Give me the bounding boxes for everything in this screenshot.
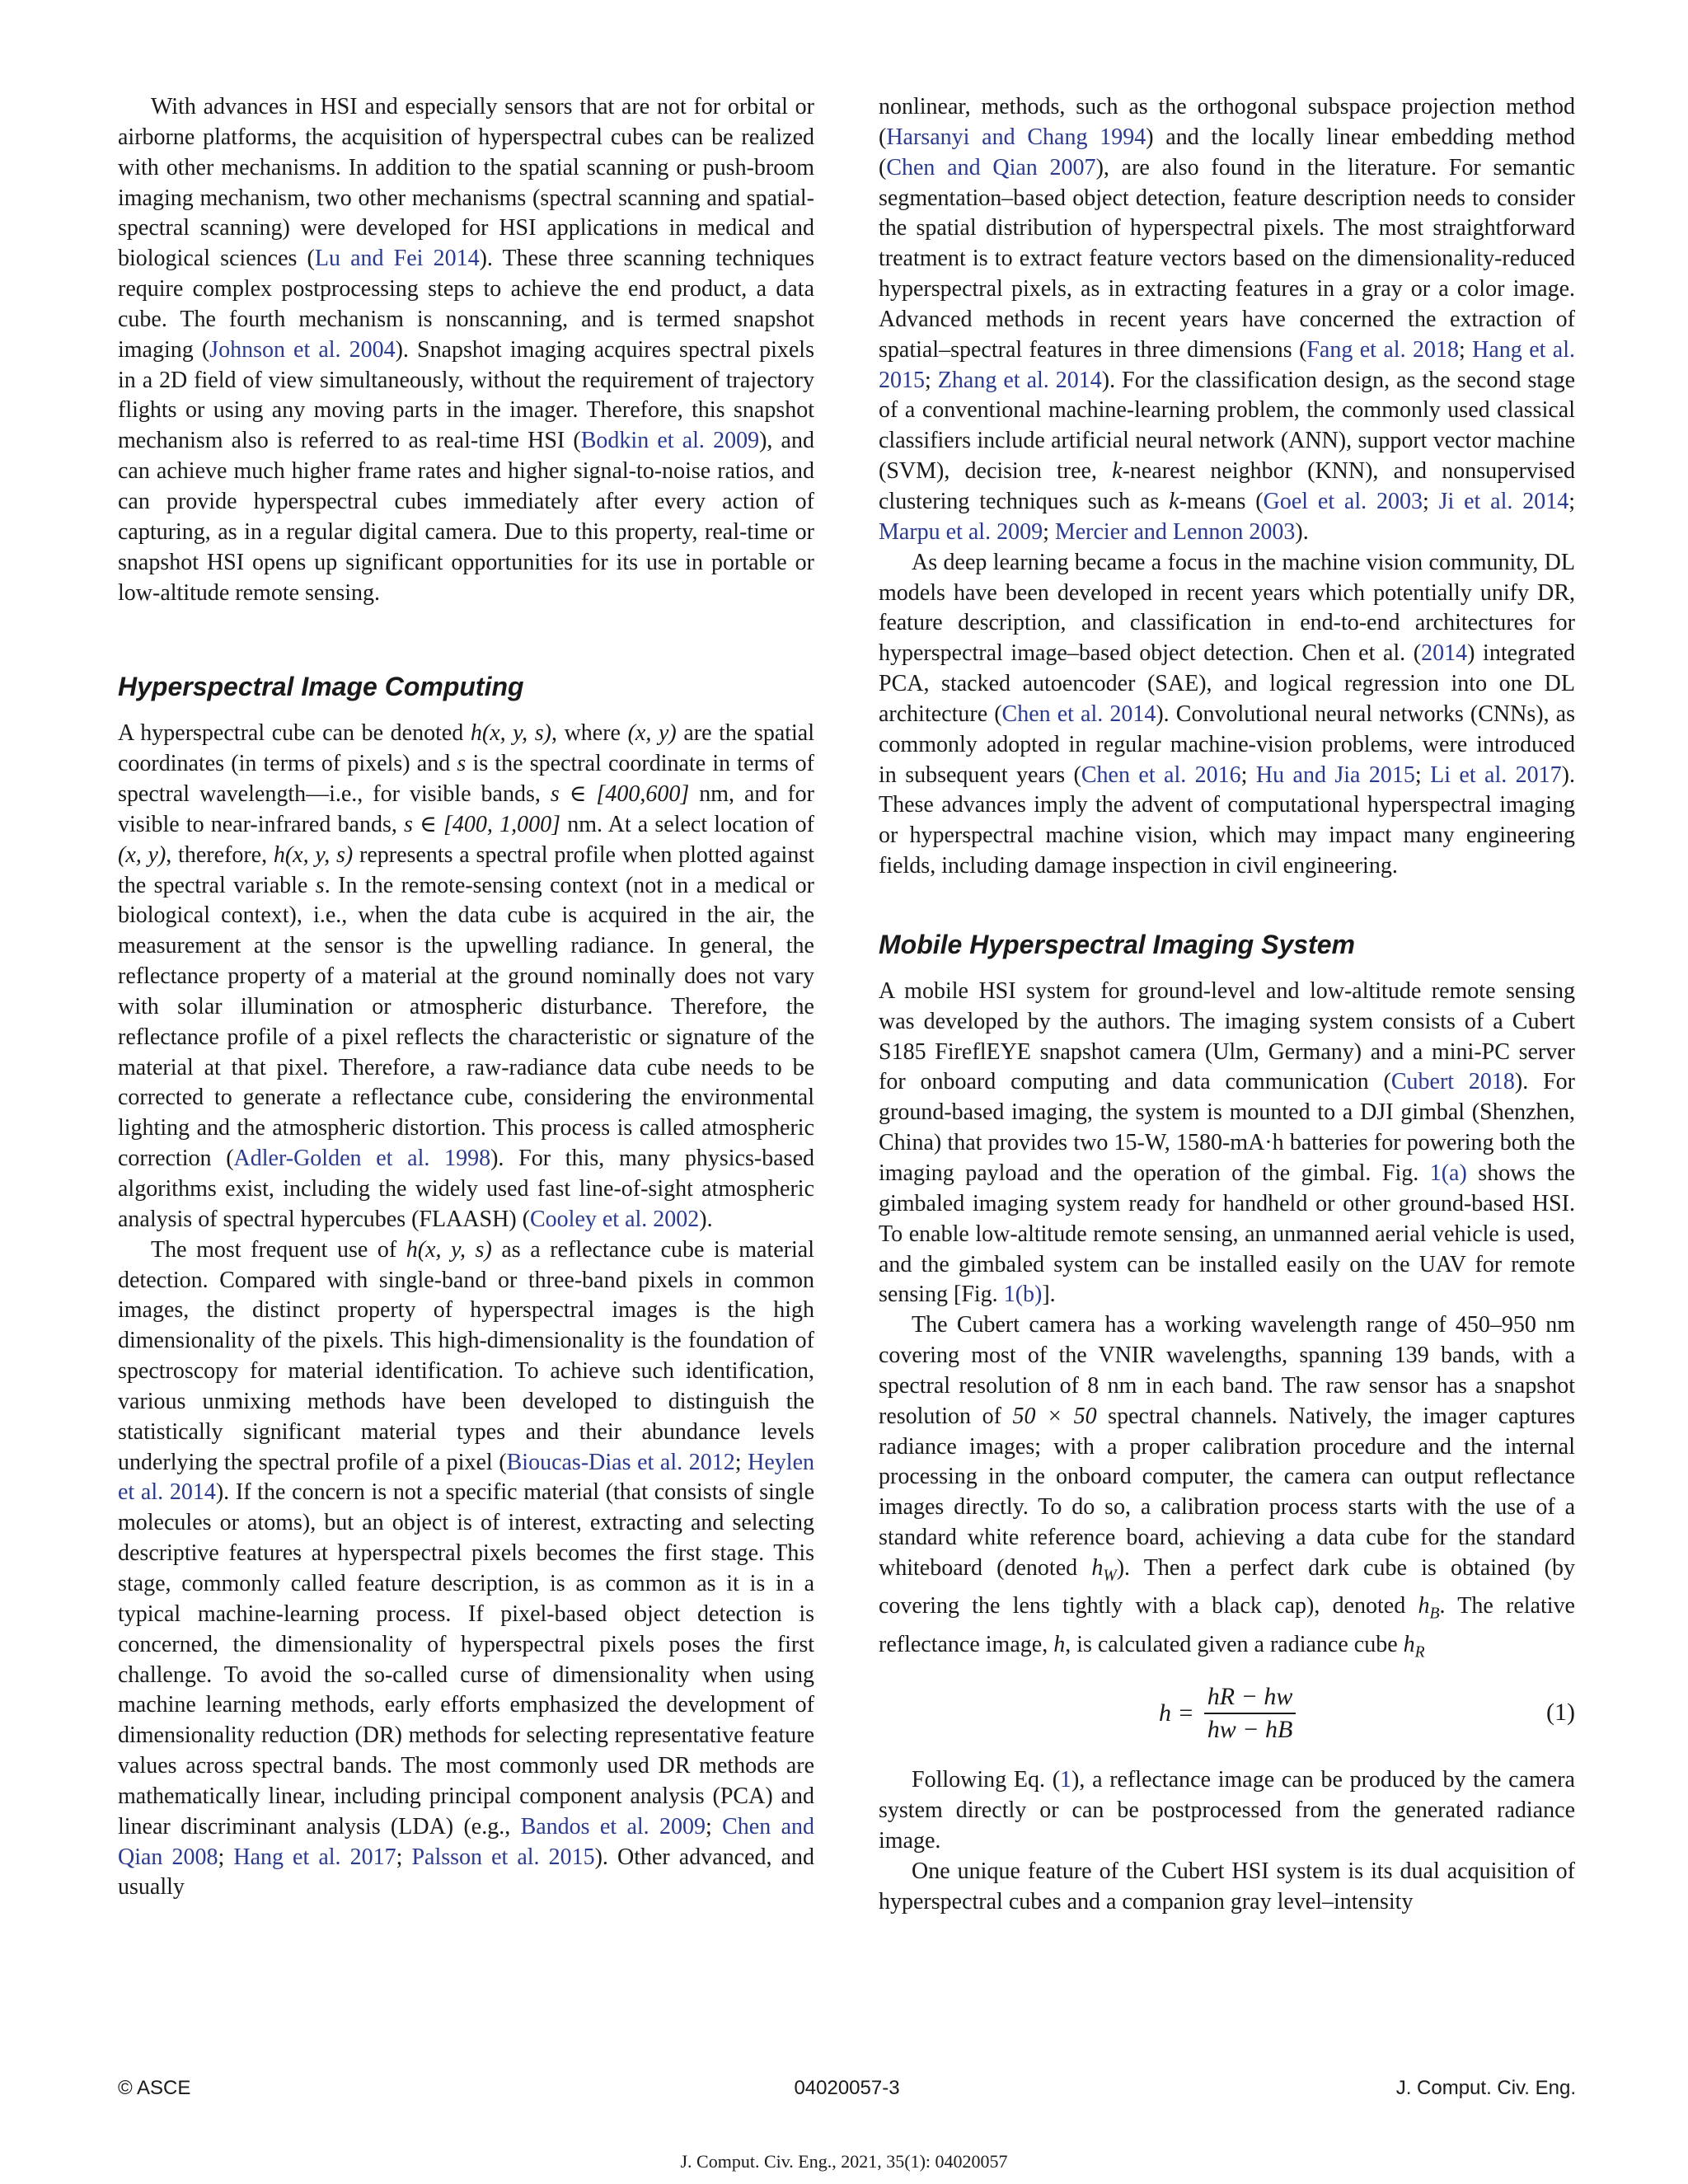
equation-link[interactable]: 1 <box>1060 1767 1072 1793</box>
paragraph: A hyperspectral cube can be denoted h(x, y, s), where (x, y) are the spatial coordinates (in terms of pixels) and s is the spectral coordinate in terms of spectral wavelength—i.e., for visible bands, s ∈ [400,600] nm, and for visible to near-infrared bands, s ∈ [400, 1,000] nm. At a select location of (x, y), therefore, h(x, y, s) represents a spectral profile when plotted against the spectral variable s. In the remote-sensing context (not in a medical or biological context), i.e., when the data cube is acquired in the air, the measurement at the sensor is the upwelling radiance. In general, the reflectance property of a material at the ground nominally does not vary with solar illumination or atmospheric disturbance. Therefore, the reflectance profile of a pixel reflects the characteristic or signature of the material at that pixel. Therefore, a raw-radiance data cube needs to be corrected to generate a reflectance cube, considering the environmental lighting and the atmospheric distortion. This process is called atmospheric correction (Adler-Golden et al. 1998). For this, many physics-based algorithms exist, including the widely used fast line-of-sight atmospheric analysis of spectral hypercubes (FLAASH) (Cooley et al. 2002). <box>118 720 815 1232</box>
citation-link[interactable]: Cooley et al. 2002 <box>529 1206 700 1232</box>
citation-link[interactable]: Hang et al. 2015 <box>879 336 1576 393</box>
equation-number: (1) <box>1546 1699 1575 1727</box>
footer-copyright: © ASCE <box>118 2077 191 2099</box>
citation-link[interactable]: Marpu et al. 2009 <box>879 518 1043 545</box>
section-heading: Mobile Hyperspectral Imaging System <box>879 929 1355 959</box>
equation-denominator: hw − hB <box>1207 1716 1293 1744</box>
footer-page-number: 04020057-3 <box>794 2077 900 2099</box>
citation-link[interactable]: Hang et al. 2017 <box>233 1844 396 1870</box>
citation-link[interactable]: Lu and Fei 2014 <box>314 246 480 272</box>
citation-link[interactable]: Hu and Jia 2015 <box>1255 762 1415 788</box>
paragraph: nonlinear, methods, such as the orthogonal subspace projection method (Harsanyi and Chang 1994) and the locally linear embedding method (Chen and Qian 2007), are also found in the literature. For semantic segmentation–based object detection, feature description needs to consider the spatial distribution of hyperspectral pixels. The most straightforward treatment is to extract feature vectors based on the dimensionality-reduced hyperspectral pixels, as in extracting features in a gray or a color image. Advanced methods in recent years have concerned the extraction of spatial–spectral features in three dimensions (Fang et al. 2018; Hang et al. 2015; Zhang et al. 2014). For the classification design, as the second stage of a conventional machine-learning problem, the commonly used classical classifiers include artificial neural network (ANN), support vector machine (SVM), decision tree, k-nearest neighbor (KNN), and nonsupervised clustering techniques such as k-means (Goel et al. 2003; Ji et al. 2014; Marpu et al. 2009; Mercier and Lennon 2003). <box>879 94 1576 545</box>
figure-link[interactable]: 1(b) <box>1003 1282 1043 1308</box>
paragraph: The most frequent use of h(x, y, s) as a reflectance cube is material detection. Compared with single-band or three-band pixels in common images, the distinct property of hyperspectral images is the high dimensionality of the pixels. This high-dimensionality is the foundation of spectroscopy for material identification. To achieve such identification, various unmixing methods have been developed to distinguish the statistically significant material types and their abundance levels underlying the spectral profile of a pixel (Bioucas-Dias et al. 2012; Heylen et al. 2014). If the concern is not a specific material (that consists of single molecules or atoms), but an object is of interest, extracting and selecting descriptive features at hyperspectral pixels becomes the first stage. This stage, commonly called feature description, is as common as it is in a typical machine-learning process. If pixel-based object detection is concerned, the dimensionality of hyperspectral pixels poses the first challenge. To avoid the so-called curse of dimensionality when using machine learning methods, early efforts emphasized the development of dimensionality reduction (DR) methods for selecting representative feature values across spectral bands. The most commonly used DR methods are mathematically linear, including principal component analysis (PCA) and linear discriminant analysis (LDA) (e.g., Bandos et al. 2009; Chen and Qian 2008; Hang et al. 2017; Palsson et al. 2015). Other advanced, and usually <box>118 1236 815 1900</box>
paragraph: As deep learning became a focus in the machine vision community, DL models have been developed in recent years which potentially unify DR, feature description, and classification in end-to-end architectures for hyperspectral image–based object detection. Chen et al. (2014) integrated PCA, stacked autoencoder (SAE), and logical regression into one DL architecture (Chen et al. 2014). Convolutional neural networks (CNNs), as commonly adopted in regular machine-vision problems, were introduced in subsequent years (Chen et al. 2016; Hu and Jia 2015; Li et al. 2017). These advances imply the advent of computational hyperspectral imaging or hyperspectral machine vision, which may impact many engineering fields, including damage inspection in civil engineering. <box>879 549 1575 879</box>
citation-link[interactable]: Mercier and Lennon 2003 <box>1054 518 1296 545</box>
section-heading: Hyperspectral Image Computing <box>118 672 524 702</box>
citation-link[interactable]: Bioucas-Dias et al. 2012 <box>506 1449 735 1475</box>
citation-link[interactable]: Adler-Golden et al. 1998 <box>233 1146 491 1172</box>
paragraph: A mobile HSI system for ground-level and low-altitude remote sensing was developed by the authors. The imaging system consists of a Cubert S185 FireflEYE snapshot camera (Ulm, Germany) and a mini-PC server for onboard computing and data communication (Cubert 2018). For ground-based imaging, the system is mounted to a DJI gimbal (Shenzhen, China) that provides two 15-W, 1580-mA·h batteries for powering both the imaging payload and the operation of the gimbal. Fig. 1(a) shows the gimbaled imaging system ready for handheld or other ground-based HSI. To enable low-altitude remote sensing, an unmanned aerial vehicle is used, and the gimbaled system can be installed easily on the UAV for remote sensing [Fig. 1(b)]. <box>879 977 1575 1308</box>
equation-fraction <box>1204 1681 1296 1746</box>
citation-link[interactable]: Chen and Qian 2007 <box>886 154 1096 180</box>
citation-link[interactable]: Chen and Qian 2008 <box>118 1813 814 1870</box>
citation-link[interactable]: 2014 <box>1421 640 1468 667</box>
paragraph: The Cubert camera has a working wavelength range of 450–950 nm covering most of the VNIR wavelengths, spanning 139 bands, with a spectral resolution of 8 nm in each band. The raw sensor has a snapshot resolution of 50 × 50 spectral channels. Natively, the imager captures radiance images; with a proper calibration procedure and the internal processing in the onboard computer, the camera can output reflectance images directly. To do so, a calibration process starts with the use of a standard white reference board, achieving a data cube for the standard whiteboard (denoted $h_W$). Then a perfect dark cube is obtained (by covering the lens tightly with a black cap), denoted $h_B$. The relative reflectance image, h, is calculated given a radiance cube $h_R$ <box>879 1312 1576 1661</box>
citation-link[interactable]: Fang et al. 2018 <box>1306 336 1459 363</box>
left-column <box>118 92 814 1903</box>
citation-link[interactable]: Cubert 2018 <box>1390 1069 1515 1095</box>
paragraph: Following Eq. (1), a reflectance image can be produced by the camera system directly or can be postprocessed from the generated radiance image. <box>879 1767 1575 1854</box>
citation-link[interactable]: Bandos et al. 2009 <box>520 1813 706 1840</box>
equation-lhs: h = <box>1159 1699 1194 1727</box>
citation-link[interactable]: Bodkin et al. 2009 <box>580 428 760 454</box>
equation-numerator: hR − hw <box>1207 1683 1293 1711</box>
citation-link[interactable]: Li et al. 2017 <box>1430 762 1562 788</box>
citation-link[interactable]: Goel et al. 2003 <box>1263 488 1423 514</box>
journal-citation: J. Comput. Civ. Eng., 2021, 35(1): 04020057 <box>680 2151 1008 2172</box>
citation-link[interactable]: Harsanyi and Chang 1994 <box>886 124 1146 150</box>
citation-link[interactable]: Chen et al. 2014 <box>1001 701 1156 727</box>
citation-link[interactable]: Ji et al. 2014 <box>1438 488 1569 514</box>
paragraph: With advances in HSI and especially sensors that are not for orbital or airborne platforms, the acquisition of hyperspectral cubes can be realized with other mechanisms. In addition to the spatial scanning or push-broom imaging mechanism, two other mechanisms (spectral scanning and spatial-spectral scanning) were developed for HSI applications in medical and biological sciences (Lu and Fei 2014). These three scanning techniques require complex postprocessing steps to achieve the end product, a data cube. The fourth mechanism is nonscanning, and is termed snapshot imaging (Johnson et al. 2004). Snapshot imaging acquires spectral pixels in a 2D field of view simultaneously, without the requirement of trajectory flights or using any moving parts in the imager. Therefore, this snapshot mechanism also is referred to as real-time HSI (Bodkin et al. 2009), and can achieve much higher frame rates and higher signal-to-noise ratios, and can provide hyperspectral cubes immediately after every action of capturing, as in a regular digital camera. Due to this property, real-time or snapshot HSI opens up significant opportunities for its use in portable or low-altitude remote sensing. <box>118 94 815 606</box>
figure-link[interactable]: 1(a) <box>1429 1160 1467 1186</box>
footer-journal: J. Comput. Civ. Eng. <box>1395 2077 1576 2099</box>
paragraph: One unique feature of the Cubert HSI system is its dual acquisition of hyperspectral cubes and a companion gray level–intensity <box>879 1858 1575 1915</box>
citation-link[interactable]: Heylen et al. 2014 <box>118 1449 814 1506</box>
right-column <box>879 92 1575 1918</box>
citation-link[interactable]: Johnson et al. 2004 <box>209 336 396 363</box>
citation-link[interactable]: Palsson et al. 2015 <box>411 1844 595 1870</box>
citation-link[interactable]: Zhang et al. 2014 <box>937 367 1102 393</box>
citation-link[interactable]: Chen et al. 2016 <box>1081 762 1241 788</box>
equation-1 <box>879 1678 1575 1749</box>
